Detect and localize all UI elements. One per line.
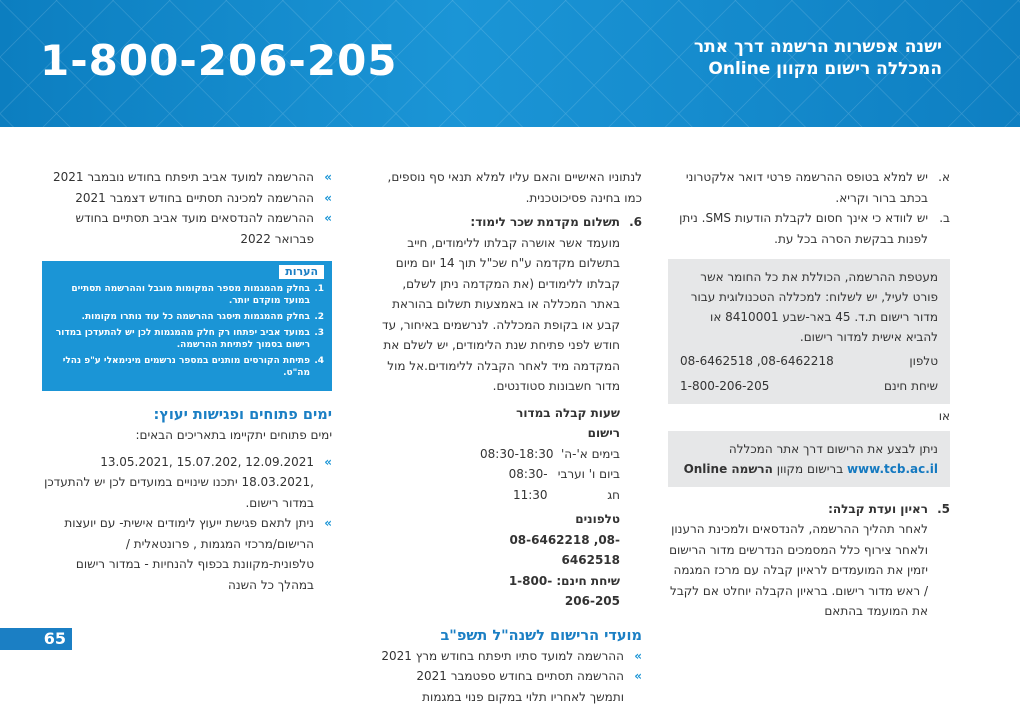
online-bold-text: הרשמה Online [683,461,773,476]
note-text: בחלק מהמגמות תיסגר ההרשמה כל עוד נותרו מקומות. [81,312,310,322]
online-link-line [680,459,938,479]
section-payment [380,212,642,397]
office-hours [380,403,642,612]
note-number: 2. [314,312,324,322]
note-number: 3. [314,328,324,338]
banner-phone-number: 1-800-206-205 [40,36,398,85]
banner-title-line2: המכללה רישום מקוון Online [708,59,942,79]
item-marker: א. [938,170,950,184]
list-item [42,208,332,249]
list-item [42,188,332,209]
chevron-bullet-icon: » [634,648,642,663]
free-call-value: 1-800-206-205 [508,573,620,608]
banner-title [582,36,942,80]
or-separator: או [938,409,950,423]
item-text: ההרשמה למועד סתיו תיפתח בחודש מרץ 2021 [381,648,624,663]
right-column [668,167,950,622]
chevron-bullet-icon: » [324,190,332,205]
list-item [42,513,332,595]
phones-title: טלפונים [575,512,620,526]
item-text: ההרשמה להנדסאים מועד אביב תסתיים בחודש פברואר 2022 [75,211,314,246]
online-mid-text: ברישום מקוון [772,461,847,476]
open-days-title: ימים פתוחים ופגישות יעוץ: [153,407,332,423]
hours-time: 08:30-18:30 [480,446,554,461]
hours-day: ביום ו' וערבי חג [557,467,620,502]
phones-value: 08-6462218 ,08-6462518 [509,532,620,567]
free-call-value: 1-800-206-205 [680,378,770,393]
chevron-bullet-icon: » [324,454,332,469]
note-item [50,327,324,351]
college-website-link[interactable]: www.tcb.ac.il [846,461,938,476]
intro-text: לנתוניו האישיים והאם עליו למלא תנאי סף נוספים, כמו בחינה פסיכוטכנית. [387,170,642,205]
note-text: בחלק מהמגמות מספר המקומות מוגבל וההרשמה תסתיים במועד מוקדם יותר. [71,284,310,306]
note-item [50,311,324,323]
chevron-bullet-icon: » [634,669,642,683]
item-text: יש לוודא כי אינך חסום לקבלת הודעות SMS. ניתן לפנות בבקשת הסרה בכל עת. [679,211,928,246]
phone-label: טלפון [909,354,938,368]
section-interview [668,499,950,622]
free-call-label: שיחת חינם: [556,573,620,588]
item-text: ניתן לתאם פגישת ייעוץ לימודים אישית- עם יועצות הרישום/מרכזי המגמות , פרונטאלית / טלפונית-מקוונת בכפוף להנחיות - במדור רישום במהלך כל השנה [64,516,314,592]
list-item [380,666,642,707]
chevron-bullet-icon: » [324,170,332,184]
list-item [42,167,332,188]
section-title: ראיון ועדת קבלה: [828,501,928,516]
free-call-label: שיחת חינם [883,378,938,393]
registration-dates-title: מועדי הרישום לשנה"ל תשפ"ב [440,627,642,644]
free-call-row [680,376,938,397]
item-text: ההרשמה למועד אביב תיפתח בחודש נובמבר 2021 [52,170,314,184]
item-text: ההרשמה למכינה תסתיים בחודש דצמבר 2021 [75,190,314,205]
open-days-subtitle: ימים פתוחים יתקיימו בתאריכים הבאים: [135,428,332,442]
hours-day: בימים א'-ה' [560,446,620,461]
hours-time: 08:30-11:30 [508,467,548,502]
notes-box [42,261,332,391]
header-banner [0,0,1020,127]
item-text: ההרשמה תסתיים בחודש ספטמבר 2021 ותמשך לאחריו תלוי במקום פנוי במגמות [416,669,624,704]
mailing-text: מעטפת ההרשמה, הכוללת את כל החומר אשר פורט לעיל, יש לשלוח: למכללה הטכנולוגית עבור מדור רישום ת.ד. 45 באר-שבע 8410001 או להביא אישית למדור רישום. [690,270,938,344]
list-item [380,646,642,667]
hours-row [480,464,620,505]
online-text: ניתן לבצע את הרישום דרך אתר המכללה [728,441,938,456]
notes-title: הערות [279,265,324,279]
section-number: 5. [937,501,950,516]
note-item [50,355,324,379]
banner-title-line1: ישנה אפשרות הרשמה דרך אתר [693,37,942,57]
left-column [42,167,332,595]
middle-column [380,167,642,707]
item-text: 12.09.2021 ,15.07.202 ,13.05.2021 ,18.03.2021 יתכנו שינויים במועדים לכן יש להתעדכן במדור רישום. [44,454,314,510]
mailing-info-box [668,259,950,404]
note-text: במועד אביב יפתחו רק חלק מהמגמות לכן יש להתעדכן במדור רישום בסמוך לפתיחת ההרשמה. [55,328,310,350]
section-title: תשלום מקדמת שכר לימוד: [470,215,620,229]
page-number: 65 [0,628,72,650]
item-text: יש למלא בטופס ההרשמה פרטי דואר אלקטרוני בכתב ברור וקריא. [685,170,928,205]
section-text: מועמד אשר אושרה קבלתו ללימודים, חייב בתשלום מקדמה ע"ח שכ"ל תוך 14 יום מיום קבלתו ללימודים (את המקדמה ניתן לשלם, באתר המכללה או באמצעות תשלום בהוראת קבע או בקופת המכללה. לנרשמים באיחור, עד חודש לפני פתיחת שנת הלימודים, יש לשלם את המקדמה מיד לאחר הקבלה ללימודים.אל מול מדור חשבונות סטודנטים. [382,235,620,393]
section-body [668,499,928,622]
phone-row [680,351,938,372]
list-item [42,452,332,514]
phone-value: 08-6462518 ,08-6462218 [680,354,834,368]
online-registration-box [668,431,950,487]
list-item [668,208,950,249]
note-item [50,283,324,307]
note-number: 1. [314,284,324,294]
chevron-bullet-icon: » [324,211,332,225]
section-number: 6. [629,215,642,229]
note-text: פתיחת הקורסים מותנים במספר נרשמים מינימאלי ע"פ נהלי מה"ט. [62,356,310,378]
note-number: 4. [314,356,324,366]
free-call-line [480,571,620,612]
section-text: לאחר תהליך ההרשמה, להנדסאים ולמכינת הרענון ולאחר צירוף כלל המסמכים הנדרשים מדור הרישום יזמין את המועמדים לראיון קבלה עם מרכז המגמה / ראש מדור רישום. בראיון הקבלה יוחלט אם לקבל את המועמד בהתאם [669,522,928,618]
chevron-bullet-icon: » [324,516,332,530]
list-item [668,167,950,208]
item-marker: ב. [939,211,950,225]
office-hours-title: שעות קבלה במדור רישום [516,405,620,440]
section-body [380,212,620,397]
hours-row [480,444,620,465]
